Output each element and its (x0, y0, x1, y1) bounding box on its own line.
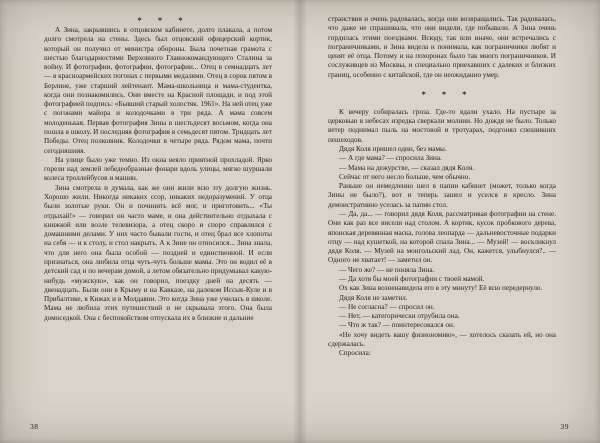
paragraph: Раньше он немедленно шел в папин кабинет (может, только когда Зины не было?), вот и теперь зашел и уселся в кресло. Зина демонстративно уселась за папин стол. (328, 182, 556, 209)
page-number-left: 38 (30, 422, 39, 432)
dialogue-line: — Нет, — категорически отрубила она. (339, 312, 460, 321)
page-right (300, 0, 600, 443)
section-separator: * * * (421, 88, 474, 99)
paragraph: «Не хочу видеть вашу физиономию», — хотелось сказать ей, но она сдержалась. (328, 330, 556, 348)
paragraph: К вечеру собиралась гроза. Где-то вдали ухало. На пустыре за церковью в небесах изредка сверкали молнии. Но дождя не было. Только ветер поднимал пыль на мостовой и тротуарах, подгонял спешивших пешеходов. (328, 107, 556, 144)
section-separator: * * * (137, 15, 190, 25)
dialogue-line: — Да хотя бы моей фотографии с твоей мамой. (339, 274, 485, 283)
dialogue-line: — Что ж так? — поинтересовался он. (339, 321, 455, 330)
dialogue-line: — Мама на дежурстве, — сказал дядя Коля. (339, 163, 474, 172)
paragraph: Спросила: (339, 349, 371, 358)
dialogue-line: — А где мама? — спросила Зина. (339, 154, 442, 163)
dialogue-line: — Не согласна? — спросил он. (339, 302, 435, 311)
paragraph: странствия и очень радовалась, когда они возвращались. Так радовалась, что даже не спрашивала, что они видели, где побывали. А Зина очень гордилась этими поездками. Всюду, так или иначе, они встречались с пограничниками, и Зина видела и понимала, как пограничники любят и ценят её отца. Потому и на похоронах было так много пограничников. И сослуживцев из Москвы, и специально приехавших с далеких и близких границ, особенно с китайской, где он неожиданно умер. (328, 15, 556, 79)
paragraph: Зина смотрела и думала, как же они жили всю эту долгую жизнь. Хорошо жили. Никогда никаких ссор, никаких недоразумений. У отца были золотые руки. Он и починить всё мог, и приготовить... «Ты отдыхай!» — говорил он часто маме, и она действительно отдыхала с книжкой или возле телевизора, а отец скоро и споро справлялся с домашними делами. У них часто бывали гости, и отец брал все хлопоты на себя — и к столу, и стол накрыть. А к Зине он относился... Зина знала, что для него она была особой — поздней и единственной. И если признаться, она любила отца чуть-чуть больше мамы. Это он водил её в детский сад и по вечерам домой, а летом обязательно придумывал какую-нибудь «мужскую», как он говорил, поездку дней на десять — двенадцать. Были они в Крыму и на Кавказе, на далеком Иссык-Куле и в Прибалтике, в Кижах и в Молдавии. Это когда Зина уже училась в школе. Мама не любила этих путешествий и не скрывала этого. Она была домоседкой. Она с беспокойством отпускала их в близкие и дальние (44, 183, 272, 322)
paragraph: — Да, да... — говорил дядя Коля, рассматривая фотографии на стене. Они как раз все висели над столом. А кортик, кусок пробкового дерева, японская деревянная маска, голова леопарда — дальневосточные подарки отцу — над кушеткой, на которой спала Зина... — Музей! — воскликнул дядя Коля. — Музей на монгольский лад. Он, кажется, улыбнулся?.. — Одного не хватает! — заметил он. (328, 210, 556, 265)
page-number-right: 39 (560, 422, 569, 432)
dialogue-line: — Чего же? — не поняла Зина. (339, 265, 435, 274)
paragraph: Ох как Зина возненавидела его в эту минуту! Её всю передернуло. (339, 284, 543, 293)
paragraph: Дядя Коля не заметил. (339, 293, 408, 302)
paragraph: Дядя Коля пришел один, без мамы. (339, 145, 447, 154)
paragraph: На улице было уже темно. Из окна веяло приятной прохладой. Ярко горели над землей лебедеобразные фонари вдоль улицы, мягко шуршали колеса троллейбусов и машин. (44, 155, 272, 183)
paragraph: Сейчас от него несло больше, чем обычно. (339, 172, 471, 181)
paragraph: А Зина, закрывшись в отцовском кабинете, долго плакала, а потом долго смотрела на стены. Здесь был отцовский офицерский кортик, который он получил от министра обороны. Была почетная грамота с шестью благодарностями Верховного Главнокомандующего Сталина за войну. И фотографии, фотографии, фотографии... Отец в семнадцать лет — в красноармейских погонах с первыми медалями. Отец в сорок пятом в Берлине, уже старший лейтенант. Мама-школьница и мама-студентка, когда они познакомились. Они вместе на Красной площади, и под этой фотографией подпись: «Бывший старый холостяк. 1961». На ней отец уже с погонами майора и колодочками в три ряда. А мама совсем молоденькая. Первая фотография Зины в шестьдесят восьмом, когда она пошла в школу. И последняя фотография в семьдесят пятом. Тридцать лет Победы. Отец полковник. Колодочки в четыре ряда. Рядом мама, почти сегодняшняя. (44, 25, 272, 155)
